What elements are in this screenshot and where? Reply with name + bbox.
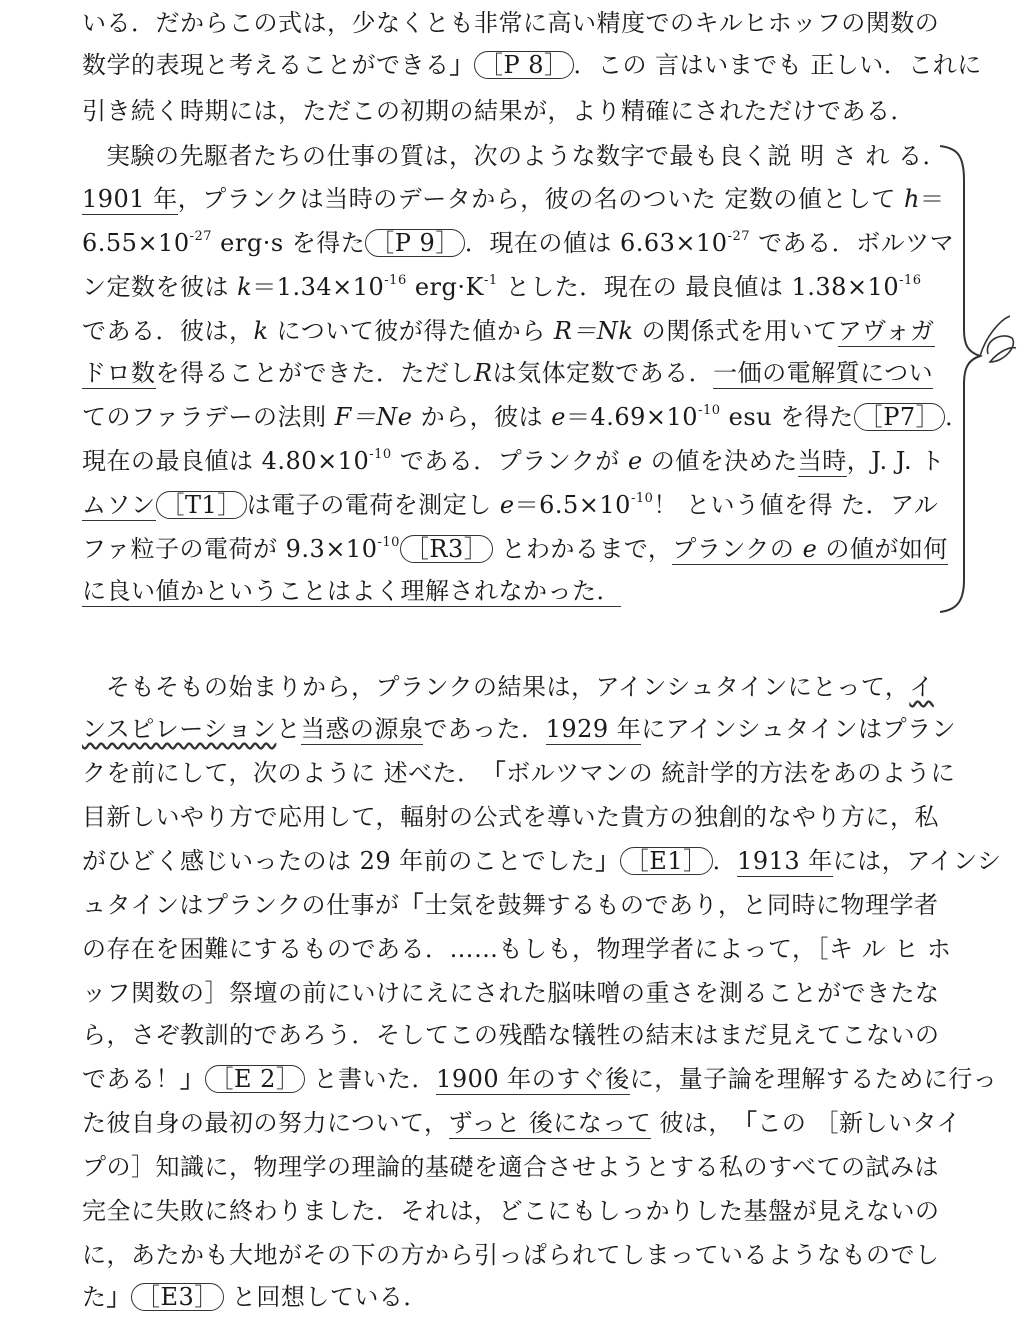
text-span: プの］知識に，物理学の理論的基礎を適合させようとする私のすべての試みは xyxy=(82,1153,940,1181)
text-span: ファ粒子の電荷が 9.3×10 xyxy=(82,535,378,563)
underlined-phrase: ずっと 後になって xyxy=(448,1109,652,1137)
text-span: に，あたかも大地がその下の方から引っぱられてしまっているようなものでし xyxy=(82,1241,940,1269)
text-line xyxy=(82,714,956,744)
text-span: に，量子論を理解するために行っ xyxy=(629,1065,998,1093)
closing-quote-mark: 」 xyxy=(106,1282,131,1311)
underlined-phrase: に良い値かということはよく理解されなかった． xyxy=(82,577,621,605)
math-variable: h xyxy=(904,185,920,213)
text-span: 引き続く時期には，ただこの初期の結果が，より精確にされただけである． xyxy=(82,97,915,125)
text-line xyxy=(82,358,933,388)
text-span: ＝ xyxy=(919,185,945,213)
exponent: -10 xyxy=(369,447,392,462)
text-span: は気体定数である． xyxy=(492,359,714,387)
text-span: の値を決めた xyxy=(642,447,798,475)
text-span: 目新しいやり方で応用して，輻射の公式を導いた貴方の独創的なやり方に，私 xyxy=(82,803,940,831)
text-span: であった． xyxy=(423,715,546,743)
math-variable: R xyxy=(474,359,493,387)
text-span: である．彼は， xyxy=(82,317,254,345)
text-line xyxy=(82,576,621,606)
math-relation: R＝Nk xyxy=(553,317,634,345)
closing-quote-mark: 」 xyxy=(449,50,474,79)
wavy-underlined-phrase: ンスピレーション xyxy=(82,715,277,743)
underlined-phrase: アヴォガ xyxy=(837,317,935,345)
text-line xyxy=(82,272,922,302)
text-line xyxy=(82,490,938,520)
handwritten-brace-icon xyxy=(938,140,1018,620)
text-line xyxy=(82,1108,961,1138)
text-line xyxy=(82,978,940,1008)
closing-quote-mark: 」 xyxy=(180,1064,205,1093)
text-span: ． xyxy=(945,403,970,431)
text-span: プランクの xyxy=(672,535,803,563)
closing-quote-mark: 」 xyxy=(595,846,620,875)
underlined-year-1913: 1913 年 xyxy=(737,847,833,875)
exponent: -27 xyxy=(189,229,213,244)
text-span: ＝1.34×10 xyxy=(252,273,385,301)
text-span: ュタインはプランクの仕事が xyxy=(82,891,400,919)
text-span: 現在の最良値は 4.80×10 xyxy=(82,447,370,475)
text-span: ッフ関数の］祭壇の前にいけにえにされた脳味噌の重さを測ることができたな xyxy=(82,979,940,1007)
reference-p9[interactable]: ［P 9］ xyxy=(365,229,465,257)
text-span: ． xyxy=(712,847,738,875)
underlined-phrase: ドロ数 xyxy=(82,359,156,387)
text-span: た彼自身の最初の努力について， xyxy=(82,1109,449,1137)
underlined-phrase: 当惑の源泉 xyxy=(300,715,424,743)
text-span: である．プランクが xyxy=(391,447,628,475)
math-variable: e xyxy=(627,447,643,475)
reference-e3[interactable]: ［E3］ xyxy=(131,1283,224,1311)
text-span: この ［新しいタイ xyxy=(757,1109,962,1137)
text-span: とした．現在の 最良値は 1.38×10 xyxy=(497,273,900,301)
reference-e2[interactable]: ［E 2］ xyxy=(205,1065,306,1093)
text-span: について彼が得た値から xyxy=(268,317,554,345)
text-line xyxy=(106,141,947,171)
reference-p7[interactable]: ［P7］ xyxy=(854,403,945,431)
text-line xyxy=(82,50,982,80)
text-span: とわかるまで， xyxy=(493,535,673,563)
text-span: ン定数を彼は xyxy=(82,273,238,301)
exponent: -16 xyxy=(899,273,922,288)
text-span: てのファラデーの法則 xyxy=(82,403,335,431)
text-span: ！ という値を得 た．アル xyxy=(653,491,939,519)
text-span: 完全に失敗に終わりました．それは，どこにもしっかりした基盤が見えないの xyxy=(82,1197,940,1225)
underlined-name: ムソン xyxy=(82,491,156,519)
text-span: と xyxy=(276,715,301,743)
wavy-underlined-char: イ xyxy=(909,673,934,701)
underlined-year-1929: 1929 年 xyxy=(545,715,642,743)
text-span: ．この 言はいまでも 正しい．これに xyxy=(573,51,982,79)
text-span: は電子の電荷を測定し xyxy=(246,491,500,519)
text-span: の関係式を用いて xyxy=(633,317,838,345)
text-span: esu を得た xyxy=(720,403,854,431)
text-span: ＝6.5×10 xyxy=(514,491,631,519)
underlined-phrase: 一価の電解質につい xyxy=(713,359,934,387)
text-line xyxy=(82,1196,940,1226)
exponent: -16 xyxy=(384,273,407,288)
text-span: erg·K xyxy=(406,273,484,301)
text-line xyxy=(82,1064,997,1094)
text-line xyxy=(82,402,970,432)
text-line xyxy=(82,802,939,832)
text-line xyxy=(82,758,955,788)
text-span: 数学的表現と考えることができる xyxy=(82,51,450,79)
text-span: そもそもの始まりから，プランクの結果は，アインシュタインにとって， xyxy=(106,673,910,701)
text-line xyxy=(82,534,948,564)
text-span: ，J. J. ト xyxy=(846,447,945,475)
text-span: から，彼は xyxy=(412,403,552,431)
math-variable: e xyxy=(551,403,566,431)
text-span: ボルツマンの 統計学的方法をあのように xyxy=(506,759,956,787)
text-span: ．現在の値は 6.63×10 xyxy=(464,229,728,257)
text-span: ら，さぞ教訓的であろう．そしてこの残酷な犠牲の結末はまだ見えてこないの xyxy=(82,1021,940,1049)
reference-r3[interactable]: ［R3］ xyxy=(400,535,493,563)
reference-t1[interactable]: ［T1］ xyxy=(156,491,247,519)
text-span: と書いた． xyxy=(305,1065,437,1093)
text-span: にアインシュタインはプラン xyxy=(641,715,957,743)
text-line xyxy=(82,1152,939,1182)
text-span: と回想している． xyxy=(223,1283,428,1311)
exponent: -10 xyxy=(630,491,654,506)
text-span: を得ることができた．ただし xyxy=(155,359,474,387)
text-span: の存在を困難にするものである．……もしも，物理学者によって，［キ ル ヒ ホ xyxy=(82,935,952,963)
exponent: -10 xyxy=(377,535,400,550)
underlined-phrase xyxy=(672,535,948,565)
exponent: -10 xyxy=(698,403,721,418)
exponent: -27 xyxy=(727,229,750,244)
text-line xyxy=(82,846,1002,876)
reference-e1[interactable]: ［E1］ xyxy=(620,847,713,875)
text-span: 6.55×10 xyxy=(82,229,190,257)
text-span: である．ボルツマ xyxy=(749,229,955,257)
text-span: 実験の先駆者たちの仕事の質は，次のような数字で最も良く説 明 さ れ る． xyxy=(106,142,948,170)
text-line xyxy=(82,446,945,476)
opening-quote-mark: 「 xyxy=(399,890,425,919)
text-span: た xyxy=(82,1283,107,1311)
reference-p8[interactable]: ［P 8］ xyxy=(474,51,574,79)
math-variable: e xyxy=(499,491,515,519)
text-line xyxy=(82,96,915,126)
text-span: である！ xyxy=(82,1065,180,1093)
text-span: の値が如何 xyxy=(817,535,948,563)
text-span: ＝4.69×10 xyxy=(565,403,699,431)
text-line xyxy=(82,316,935,346)
text-span: ，プランクは当時のデータから，彼の名のついた 定数の値として xyxy=(177,185,904,213)
text-span: 彼は， xyxy=(651,1109,733,1137)
text-span: クを前にして，次のように 述べた． xyxy=(82,759,482,787)
opening-quote-mark: 「 xyxy=(481,758,507,787)
exponent: -1 xyxy=(483,273,498,288)
text-span: いる．だからこの式は，少なくとも非常に高い精度でのキルヒホッフの関数の xyxy=(82,9,940,37)
underlined-year-1901: 1901 年 xyxy=(82,185,178,213)
text-line xyxy=(82,184,944,214)
text-span: erg·s を得た xyxy=(212,229,366,257)
text-line xyxy=(82,1282,428,1312)
opening-quote-mark: 「 xyxy=(732,1108,758,1137)
text-span: がひどく感じいったのは 29 年前のことでした xyxy=(82,847,596,875)
math-variable: k xyxy=(253,317,269,345)
text-line xyxy=(82,1240,940,1270)
text-line xyxy=(82,8,939,38)
text-span: には，アインシ xyxy=(832,847,1002,875)
underlined-phrase: 1900 年のすぐ後 xyxy=(436,1065,630,1093)
text-span: 士気を鼓舞するものであり，と同時に物理学者 xyxy=(424,891,939,919)
math-variable: e xyxy=(802,535,818,563)
text-line xyxy=(82,890,939,920)
math-variable: k xyxy=(237,273,253,301)
text-line xyxy=(82,934,951,964)
text-line xyxy=(106,672,934,702)
math-relation: F＝Ne xyxy=(334,403,413,431)
underlined-word: 当時 xyxy=(797,447,847,475)
text-line xyxy=(82,1020,940,1050)
text-line xyxy=(82,228,954,258)
